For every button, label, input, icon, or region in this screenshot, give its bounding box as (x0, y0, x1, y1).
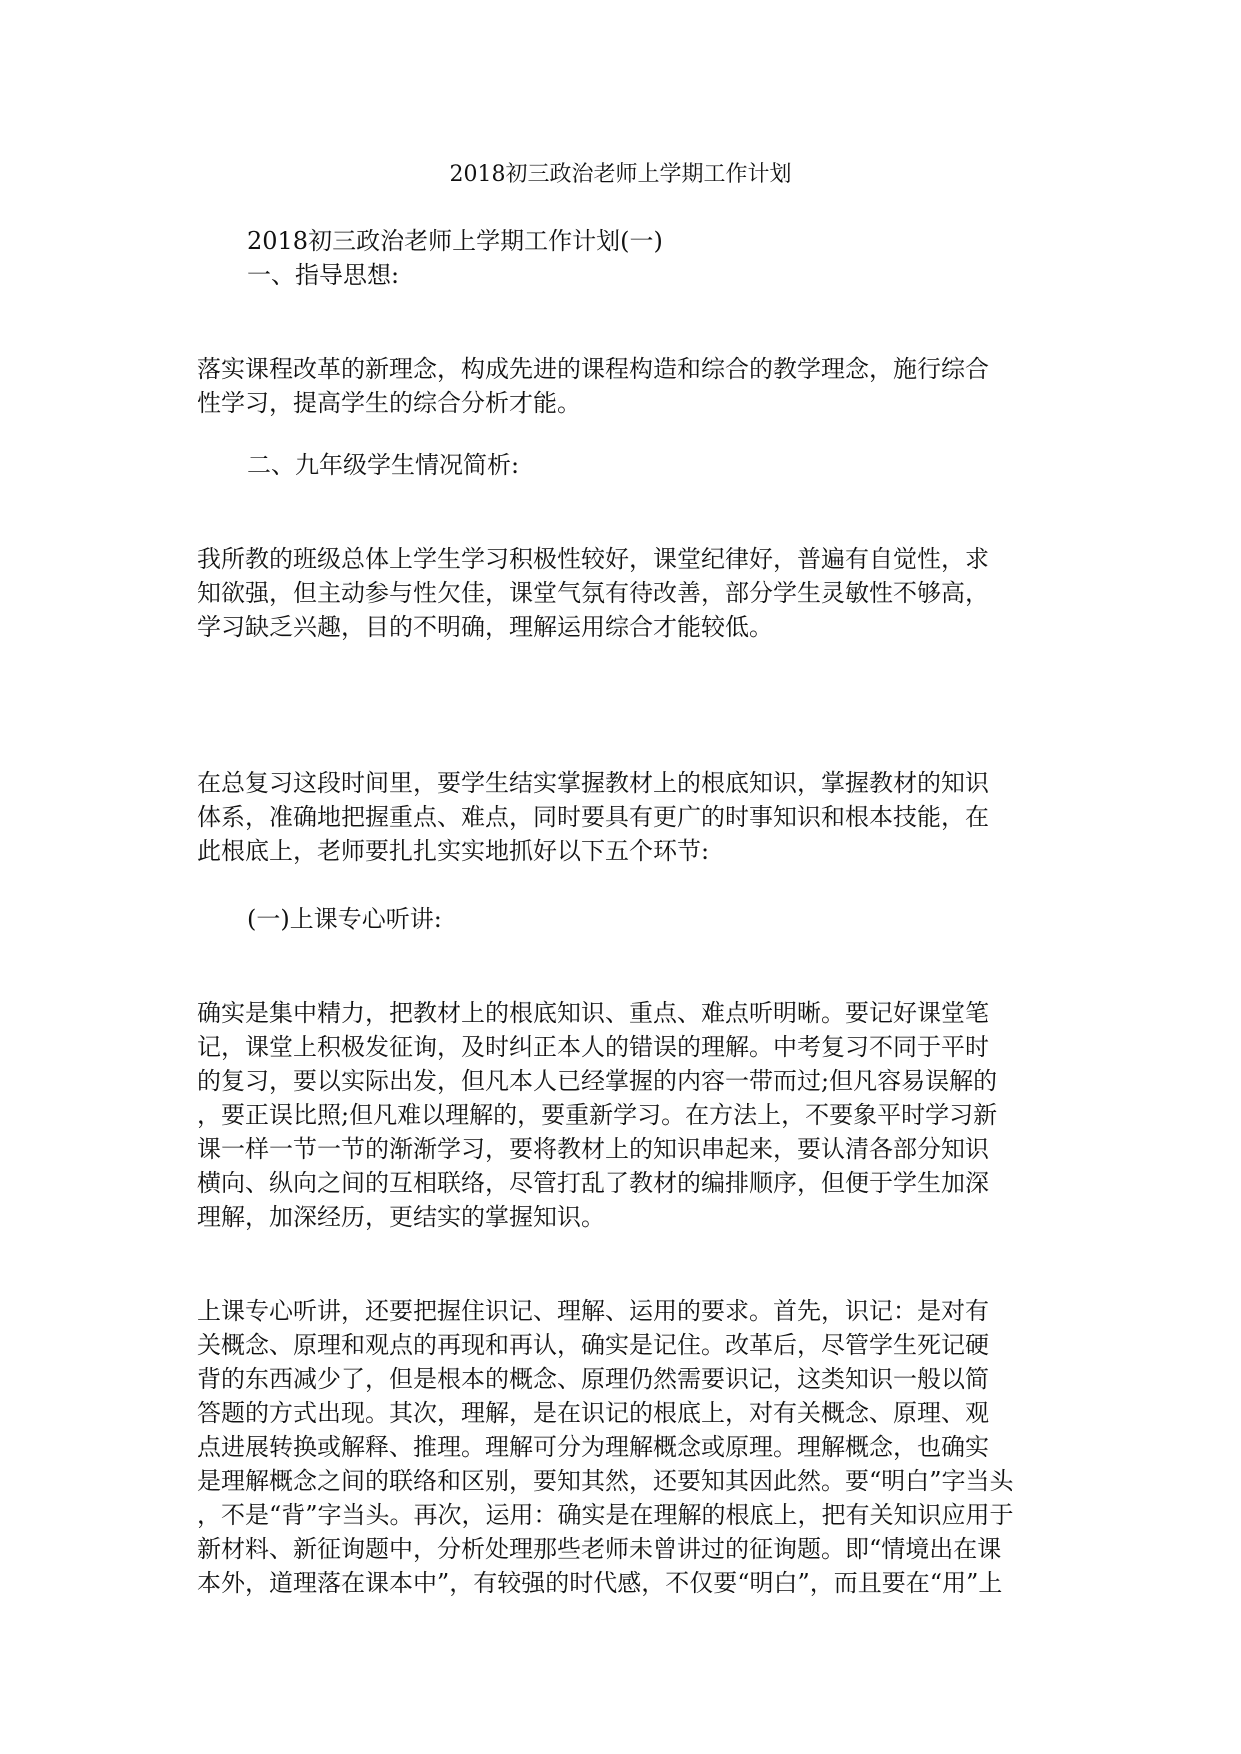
paragraph-line: 课一样一节一节的渐渐学习，要将教材上的知识串起来，要认清各部分知识 (197, 1135, 989, 1163)
paragraph-line: 本外，道理落在课本中”，有较强的时代感，不仅要“明白”，而且要在“用”上 (197, 1569, 1003, 1597)
paragraph-line: 我所教的班级总体上学生学习积极性较好，课堂纪律好，普遍有自觉性，求 (197, 545, 989, 573)
section-heading-guiding-ideology: 一、指导思想: (247, 261, 400, 289)
paragraph-line: 学习缺乏兴趣，目的不明确，理解运用综合才能较低。 (197, 613, 773, 641)
document-subtitle: 2018初三政治老师上学期工作计划(一) (247, 227, 663, 255)
paragraph-line: 确实是集中精力，把教材上的根底知识、重点、难点听明晰。要记好课堂笔 (197, 999, 989, 1027)
paragraph-line: 体系，准确地把握重点、难点，同时要具有更广的时事知识和根本技能，在 (197, 803, 989, 831)
paragraph-line: 此根底上，老师要扎扎实实地抓好以下五个环节: (197, 837, 710, 865)
paragraph-line: 关概念、原理和观点的再现和再认，确实是记住。改革后，尽管学生死记硬 (197, 1331, 989, 1359)
paragraph-line: 理解，加深经历，更结实的掌握知识。 (197, 1203, 605, 1231)
paragraph-line: 性学习，提高学生的综合分析才能。 (197, 389, 581, 417)
section-heading-student-analysis: 二、九年级学生情况简析: (247, 451, 520, 479)
paragraph-line: 记，课堂上积极发征询，及时纠正本人的错误的理解。中考复习不同于平时 (197, 1033, 989, 1061)
paragraph-line: 新材料、新征询题中，分析处理那些老师未曾讲过的征询题。即“情境出在课 (197, 1535, 1002, 1563)
paragraph-line: 上课专心听讲，还要把握住识记、理解、运用的要求。首先，识记：是对有 (197, 1297, 989, 1325)
paragraph-line: 在总复习这段时间里，要学生结实掌握教材上的根底知识，掌握教材的知识 (197, 769, 989, 797)
paragraph-line: 知欲强，但主动参与性欠佳，课堂气氛有待改善，部分学生灵敏性不够高， (197, 579, 989, 607)
paragraph-line: 答题的方式出现。其次，理解，是在识记的根底上，对有关概念、原理、观 (197, 1399, 989, 1427)
paragraph-line: 背的东西减少了，但是根本的概念、原理仍然需要识记，这类知识一般以简 (197, 1365, 989, 1393)
paragraph-line: 是理解概念之间的联络和区别，要知其然，还要知其因此然。要“明白”字当头 (197, 1467, 1014, 1495)
section-heading-listen-carefully: (一)上课专心听讲: (247, 905, 442, 933)
paragraph-line: 落实课程改革的新理念，构成先进的课程构造和综合的教学理念，施行综合 (197, 355, 989, 383)
paragraph-line: ，不是“背”字当头。再次，运用：确实是在理解的根底上，把有关知识应用于 (197, 1501, 1014, 1529)
paragraph-line: 的复习，要以实际出发，但凡本人已经掌握的内容一带而过;但凡容易误解的 (197, 1067, 998, 1095)
paragraph-line: 点进展转换或解释、推理。理解可分为理解概念或原理。理解概念，也确实 (197, 1433, 989, 1461)
paragraph-line: 横向、纵向之间的互相联络，尽管打乱了教材的编排顺序，但便于学生加深 (197, 1169, 989, 1197)
paragraph-line: ，要正误比照;但凡难以理解的，要重新学习。在方法上，不要象平时学习新 (197, 1101, 998, 1129)
document-title: 2018初三政治老师上学期工作计划 (449, 162, 792, 187)
